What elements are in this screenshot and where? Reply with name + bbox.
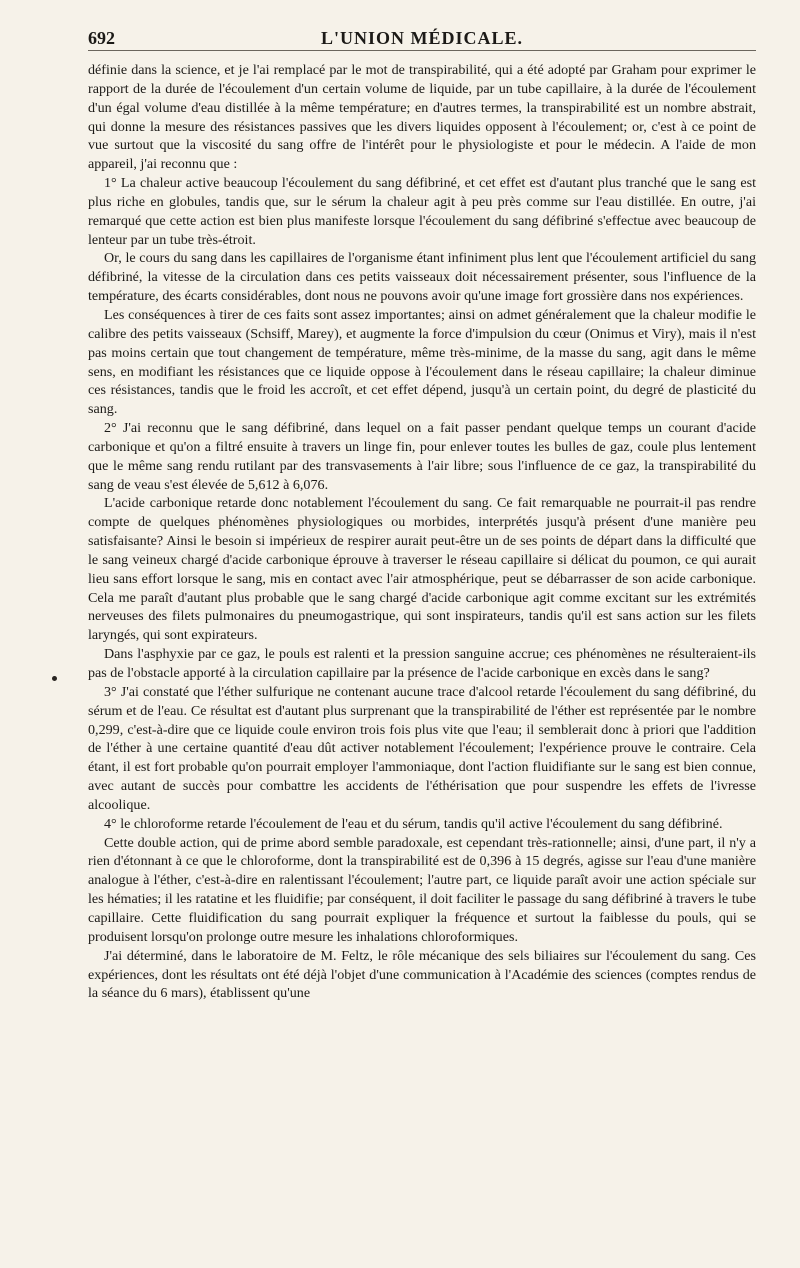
paragraph-finding-3: 3° J'ai constaté que l'éther sulfurique ne contenant aucune trace d'alcool retarde l'écoulement du sang défibriné, du sérum et de l'eau. Ce résultat est d'autant plus surprenant que la transpirabilité de l'éther est représentée par le nombre 0,299, c'est-à-dire que ce liquide coule environ trois fois plus vite que l'eau; il semblerait donc à priori que l'addition de l'éther à une certaine quantité d'eau dût activer notablement l'écoulement; l'expérience prouve le contraire. Cela étant, il est fort probable qu'on pourrait employer l'ammoniaque, dont l'action fluidifiante sur le sang est bien connue, avec autant de succès pour combattre les accidents de l'éthérisation que pour suspendre les effets de l'ivresse alcoolique. (88, 683, 756, 813)
article-body (88, 61, 756, 1003)
paragraph-finding-1: 1° La chaleur active beaucoup l'écoulement du sang défibriné, et cet effet est d'autant plus tranché que le sang est plus riche en globules, tandis que, sur le sérum la chaleur agit à peu près comme sur l'eau distillée. En outre, j'ai remarqué que cette action est bien plus manifeste lorsque l'écoulement du sang défibriné s'effectue avec beaucoup de lenteur par un tube très-étroit. (88, 175, 756, 248)
paragraph-capillary-flow: Or, le cours du sang dans les capillaires de l'organisme étant infiniment plus lent que l'écoulement artificiel du sang défibriné, la vitesse de la circulation dans ces petits vaisseaux doit nécessairement présenter, sous l'influence de la température, des écarts considérables, dont nous ne pouvons avoir qu'une image fort grossière dans nos expériences. (88, 250, 756, 305)
paragraph-consequences: Les conséquences à tirer de ces faits sont assez importantes; ainsi on admet généralement que la chaleur modifie le calibre des petits vaisseaux (Schsiff, Marey), et augmente la force d'impulsion du cœur (Onimus et Viry), mais il n'est pas moins certain que tout changement de température, même très-minime, de la masse du sang, agit dans le même sens, en modifiant les résistances que ce liquide oppose à l'écoulement dans le réseau capillaire; la chaleur diminue ces résistances, tandis que le froid les accroît, et cet effet dépend, jusqu'à un certain point, du degré de plasticité du sang. (88, 306, 756, 418)
paragraph-chloroform: Cette double action, qui de prime abord semble paradoxale, est cependant très-rationnelle; ainsi, d'une part, il n'y a rien d'étonnant à ce que le chloroforme, dont la transpirabilité est de 0,396 à 15 degrés, agisse sur l'eau d'une manière analogue à l'éther, c'est-à-dire en ralentissant l'écoulement; l'autre part, ce liquide paraît avoir une action spéciale sur les hématies; il les ratatine et les fluidifie; par conséquent, il doit faciliter le passage du sang défibriné à travers le tube capillaire. Cette fluidification du sang pourrait expliquer la fréquence et surtout la faiblesse du pouls, qui se produisent lorsqu'on prolonge outre mesure les inhalations chloroformiques. (88, 834, 756, 945)
paragraph-bile-salts: J'ai déterminé, dans le laboratoire de M. Feltz, le rôle mécanique des sels biliaires sur l'écoulement du sang. Ces expériences, dont les résultats ont été déjà l'objet d'une communication à l'Académie des sciences (comptes rendus de la séance du 6 mars), établissent qu'une (88, 947, 756, 1002)
margin-mark (52, 676, 57, 681)
paragraph-continuation: définie dans la science, et je l'ai remplacé par le mot de transpirabilité, qui a été adopté par Graham pour exprimer le rapport de la durée de l'écoulement d'un certain volume de liquide, par un tube capillaire, à la durée de l'écoulement d'un égal volume d'eau distillée à la même température; en d'autres termes, la transpirabilité est un nombre abstrait, qui donne la mesure des résistances passives que les divers liquides opposent à l'écoulement; or, c'est à ce point de vue surtout que la viscosité du sang offre de l'intérêt pour le physiologiste et pour le médecin. A l'aide de mon appareil, j'ai reconnu que : (88, 62, 756, 173)
paragraph-finding-4: 4° le chloroforme retarde l'écoulement de l'eau et du sérum, tandis qu'il active l'écoulement du sang défibriné. (104, 815, 723, 832)
paragraph-carbonic-acid: L'acide carbonique retarde donc notablement l'écoulement du sang. Ce fait remarquable ne pourrait-il pas rendre compte de quelques phénomènes physiologiques ou morbides, interprétés jusqu'à présent d'une manière peu satisfaisante? Ainsi le besoin si impérieux de respirer aurait peut-être un de ses points de départ dans la difficulté que le sang veineux chargé d'acide carbonique éprouve à traverser le réseau capillaire si délicat du poumon, ce qui aurait lieu sans effort lorsque le sang, mis en contact avec l'air atmosphérique, peut se débarrasser de son acide carbonique. Cela me paraît d'autant plus probable que le sang chargé d'acide carbonique agit comme excitant sur les extrémités nerveuses des filets pulmonaires du pneumogastrique, qui sont inspirateurs, tandis qu'il est sans action sur les filets laryngés, qui sont expirateurs. (88, 495, 756, 644)
paragraph-finding-2: 2° J'ai reconnu que le sang défibriné, dans lequel on a fait passer pendant quelque temps un courant d'acide carbonique et qu'on a filtré ensuite à travers un linge fin, pour enlever toutes les bulles de gaz, coule plus lentement que le même sang rendu rutilant par des transvasements à l'air libre; sous l'influence de ce gaz, la transpirabilité du sang de veau s'est élevée de 5,612 à 6,076. (88, 420, 756, 493)
page-header (88, 22, 756, 51)
running-title: L'UNION MÉDICALE. (320, 28, 524, 48)
page-number: 692 (88, 28, 115, 48)
paragraph-asphyxia: Dans l'asphyxie par ce gaz, le pouls est ralenti et la pression sanguine accrue; ces phénomènes ne résulteraient-ils pas de l'obstacle apporté à la circulation capillaire par la présence de l'acide carbonique en excès dans le sang? (88, 646, 756, 681)
